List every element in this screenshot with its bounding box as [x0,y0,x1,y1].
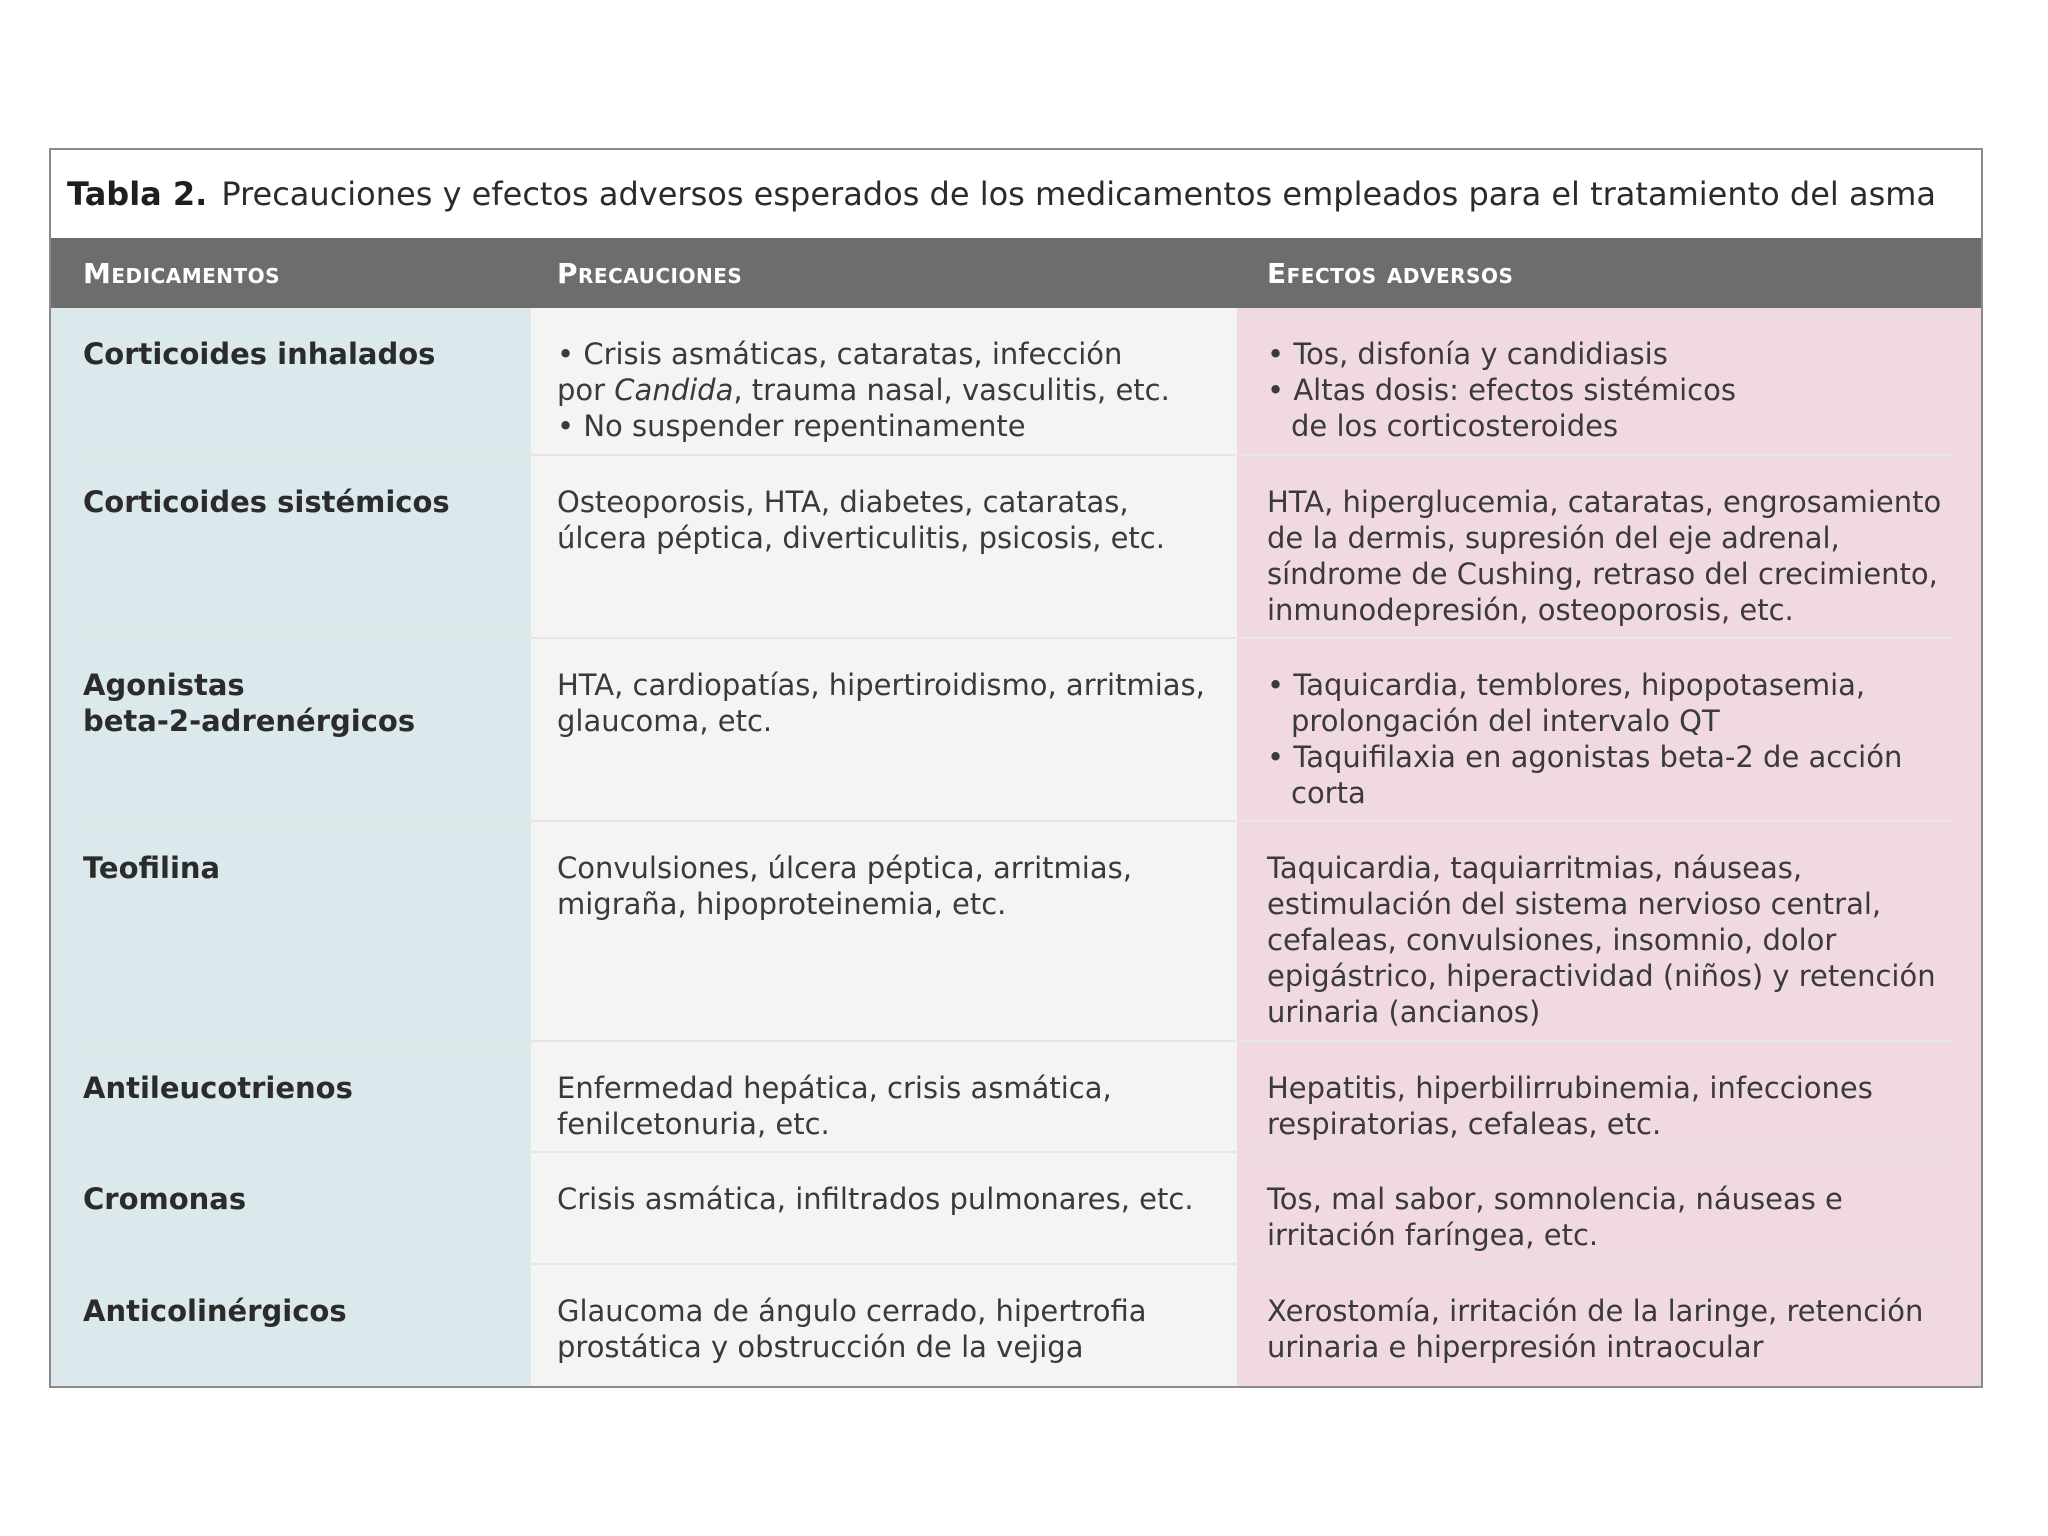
precaucion-line: Glaucoma de ángulo cerrado, hipertrofia [557,1294,1147,1328]
cell-efectos [1267,1070,1967,1142]
cell-efectos [1267,667,1967,811]
cell-precauciones [557,1181,1227,1217]
efecto-line: irritación faríngea, etc. [1267,1218,1599,1252]
header-efectos-adversos: Efectos adversos [1267,256,1514,290]
table-row [51,1153,1981,1265]
cell-precauciones [557,850,1227,922]
table-row [51,822,1981,1042]
table-caption-text: Precauciones y efectos adversos esperados de los medicamentos empleados para el tratamiento del asma [221,175,1937,213]
efecto-line: • Taquifilaxia en agonistas beta-2 de acción [1267,740,1903,774]
precaucion-line: migraña, hipoproteinemia, etc. [557,887,1007,921]
table-caption [51,150,1981,238]
cell-efectos [1267,484,1967,628]
table-row [51,456,1981,639]
efecto-line: Xerostomía, irritación de la laringe, retención [1267,1294,1924,1328]
cell-medicamento [83,667,513,739]
cell-efectos [1267,1181,1967,1253]
efecto-line: urinaria (ancianos) [1267,995,1541,1029]
medicamento-line: Anticolinérgicos [83,1294,347,1328]
table-row [51,308,1981,456]
medicamento-line: Antileucotrienos [83,1071,353,1105]
cell-medicamento [83,850,513,886]
cell-efectos [1267,1293,1967,1365]
table-header-row [51,238,1981,308]
efecto-line: • Tos, disfonía y candidiasis [1267,337,1668,371]
cell-medicamento [83,484,513,520]
cell-efectos [1267,336,1967,444]
precaucion-line: Crisis asmática, infiltrados pulmonares, etc. [557,1182,1194,1216]
precaucion-line: HTA, cardiopatías, hipertiroidismo, arritmias, [557,668,1205,702]
efecto-line: epigástrico, hiperactividad (niños) y retención [1267,959,1936,993]
efecto-line: • Taquicardia, temblores, hipopotasemia, [1267,668,1866,702]
precaucion-line: • Crisis asmáticas, cataratas, infección [557,337,1123,371]
cell-medicamento [83,336,513,372]
precaucion-line: úlcera péptica, diverticulitis, psicosis, etc. [557,521,1165,555]
precaucion-line: fenilcetonuria, etc. [557,1107,830,1141]
precaucion-italic-term: Candida [614,373,734,407]
precaucion-line: glaucoma, etc. [557,704,773,738]
efecto-line: estimulación del sistema nervioso central, [1267,887,1882,921]
header-medicamentos: Medicamentos [83,256,281,290]
precaucion-line [557,372,1227,408]
cell-precauciones [557,484,1227,556]
precaucion-line: Enfermedad hepática, crisis asmática, [557,1071,1112,1105]
table-row [51,1265,1981,1388]
precaucion-text: por [557,373,615,407]
cell-efectos [1267,850,1967,1030]
efecto-line: cefaleas, convulsiones, insomnio, dolor [1267,923,1837,957]
cell-medicamento [83,1070,513,1106]
efecto-line: Tos, mal sabor, somnolencia, náuseas e [1267,1182,1843,1216]
medicamento-line: Cromonas [83,1182,247,1216]
medicamento-line: Corticoides sistémicos [83,485,450,519]
medicamento-line: Corticoides inhalados [83,337,436,371]
precaucion-line: Convulsiones, úlcera péptica, arritmias, [557,851,1132,885]
efecto-line: respiratorias, cefaleas, etc. [1267,1107,1662,1141]
efecto-line: inmunodepresión, osteoporosis, etc. [1267,593,1794,627]
table-caption-label: Tabla 2. [67,175,208,213]
efecto-line: Taquicardia, taquiarritmias, náuseas, [1267,851,1803,885]
cell-medicamento [83,1293,513,1329]
efecto-line: prolongación del intervalo QT [1291,704,1720,738]
efecto-line: HTA, hiperglucemia, cataratas, engrosamiento [1267,485,1942,519]
cell-precauciones [557,1070,1227,1142]
table-row [51,639,1981,822]
medicamento-line: Teofilina [83,851,221,885]
medicamento-line: beta-2-adrenérgicos [83,704,416,738]
efecto-line: corta [1291,776,1366,810]
table-row [51,1042,1981,1153]
cell-precauciones [557,1293,1227,1365]
drug-table [49,148,1983,1388]
cell-precauciones [557,336,1227,444]
cell-precauciones [557,667,1227,739]
table-body [51,308,1981,1386]
efecto-line: Hepatitis, hiperbilirrubinemia, infecciones [1267,1071,1873,1105]
header-precauciones: Precauciones [557,256,743,290]
precaucion-line: Osteoporosis, HTA, diabetes, cataratas, [557,485,1129,519]
efecto-line: síndrome de Cushing, retraso del crecimiento, [1267,557,1938,591]
efecto-line: de los corticosteroides [1291,409,1619,443]
efecto-line: de la dermis, supresión del eje adrenal, [1267,521,1840,555]
efecto-line: • Altas dosis: efectos sistémicos [1267,373,1736,407]
precaucion-line: prostática y obstrucción de la vejiga [557,1330,1084,1364]
precaucion-text: , trauma nasal, vasculitis, etc. [733,373,1170,407]
cell-medicamento [83,1181,513,1217]
efecto-line: urinaria e hiperpresión intraocular [1267,1330,1764,1364]
medicamento-line: Agonistas [83,668,245,702]
precaucion-line: • No suspender repentinamente [557,409,1026,443]
